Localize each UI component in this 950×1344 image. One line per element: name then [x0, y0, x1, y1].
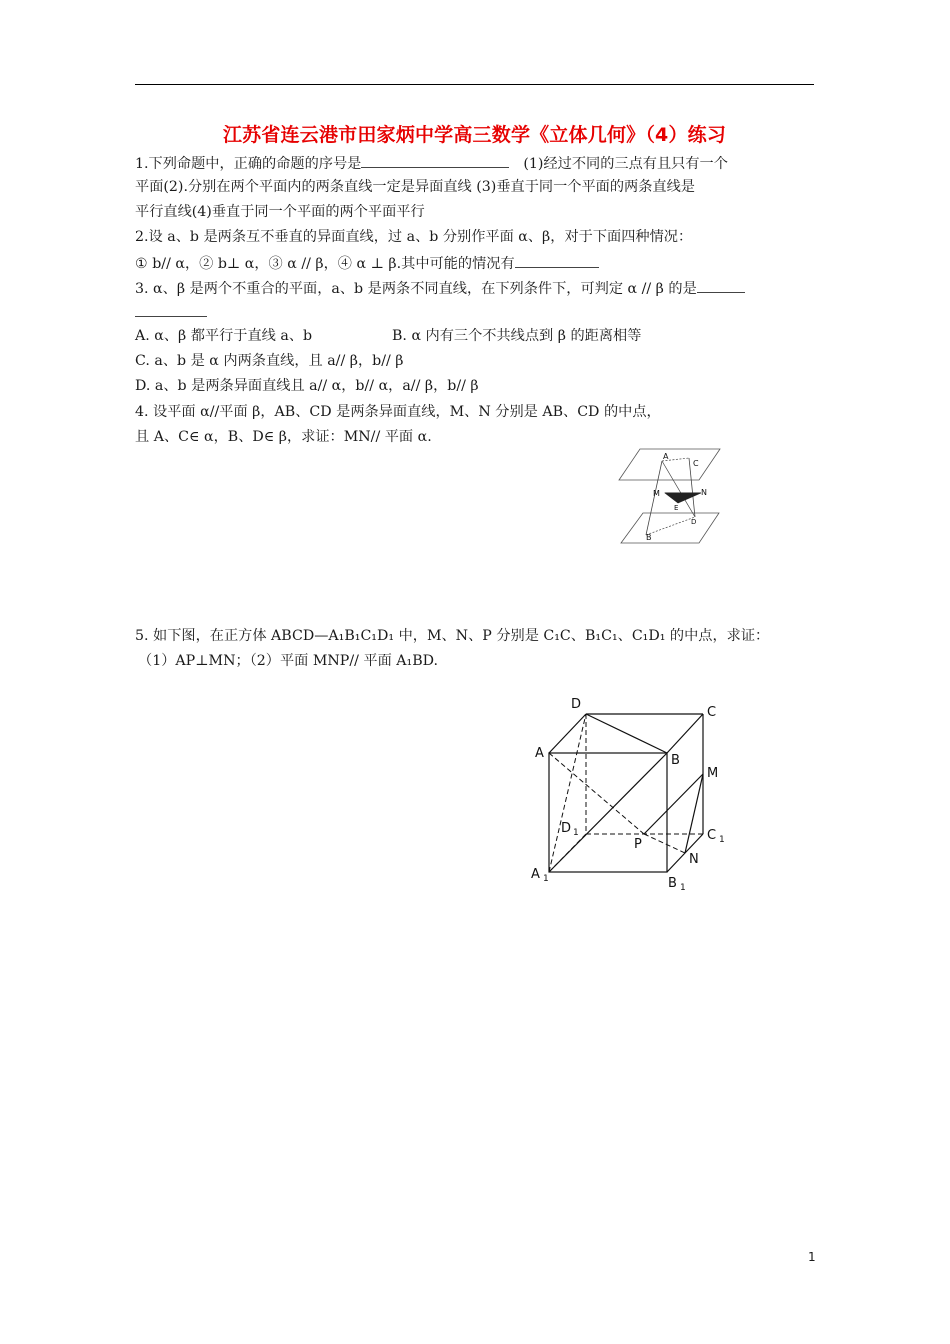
- q3-answer-blank[interactable]: [697, 278, 745, 293]
- q3-line1: [135, 278, 745, 298]
- q3-blank-continuation: [135, 302, 207, 322]
- edge-a-d: [549, 714, 586, 753]
- q1-answer-blank[interactable]: [361, 153, 509, 168]
- label-m: M: [707, 766, 719, 781]
- label-c1: C: [707, 828, 717, 843]
- label-a1: A: [531, 867, 540, 882]
- label-b: B: [646, 533, 652, 542]
- diag-a1-d: [549, 714, 586, 872]
- q3-answer-blank-cont[interactable]: [135, 302, 207, 317]
- label-d: D: [691, 518, 697, 526]
- q3-option-a: A. α、β 都平行于直线 a、b: [135, 328, 313, 344]
- label-b1-subscript: 1: [680, 883, 686, 893]
- q2-answer-blank[interactable]: [515, 253, 599, 268]
- plane-beta: [621, 513, 719, 543]
- q1-line2: 平面(2).分别在两个平面内的两条直线一定是异面直线 (3)垂直于同一个平面的两条直线是: [135, 179, 695, 195]
- label-e: E: [674, 504, 679, 512]
- q1-line3: 平行直线(4)垂直于同一个平面的两个平面平行: [135, 204, 425, 220]
- label-b: B: [671, 753, 680, 768]
- q4-line2: 且 A、C∈ α，B、D∈ β，求证：MN// 平面 α.: [135, 429, 432, 445]
- triangle-mne: [665, 493, 701, 503]
- page-title: 江苏省连云港市田家炳中学高三数学《立体几何》（4）练习: [222, 124, 727, 146]
- q2-options: ① b// α，② b⊥ α，③ α // β，④ α ⊥ β.其中可能的情况有: [135, 256, 515, 272]
- q3-option-c: C. a、b 是 α 内两条直线，且 a// β，b// β: [135, 353, 404, 369]
- segment-m-n: [685, 774, 703, 853]
- label-d: D: [571, 697, 582, 712]
- label-d1: D: [561, 821, 572, 836]
- q2-line2: [135, 253, 599, 273]
- q3-stem: 3. α、β 是两个不重合的平面，a、b 是两条不同直线，在下列条件下，可判定 α // β 的是: [135, 281, 697, 297]
- page-number: 1: [808, 1250, 816, 1264]
- plane-alpha: [619, 449, 720, 480]
- label-a: A: [663, 452, 669, 461]
- diag-d-b: [586, 714, 667, 753]
- label-d1-subscript: 1: [573, 828, 579, 838]
- q2-line1: 2.设 a、b 是两条互不垂直的异面直线，过 a、b 分别作平面 α、β，对于下面四种情况：: [135, 229, 693, 245]
- header-rule: [135, 84, 814, 85]
- q5-line2: （1）AP⊥MN；（2）平面 MNP// 平面 A₁BD.: [138, 653, 439, 669]
- label-a1-subscript: 1: [543, 874, 549, 884]
- q3-option-d: D. a、b 是两条异面直线且 a// α，b// α，a// β，b// β: [135, 378, 479, 394]
- q1-line1: [135, 153, 728, 173]
- label-n: N: [701, 488, 707, 497]
- label-c: C: [693, 459, 699, 468]
- figure-parallel-planes: [615, 445, 725, 550]
- segment-p-n: [644, 834, 685, 853]
- label-c1-subscript: 1: [719, 835, 725, 845]
- q1-stem-tail: (1)经过不同的三点有且只有一个: [523, 156, 728, 172]
- label-c: C: [707, 705, 717, 720]
- label-m: M: [653, 489, 660, 498]
- diag-a1-b: [549, 753, 667, 872]
- segment-p-m: [644, 774, 703, 834]
- label-a: A: [535, 746, 544, 761]
- q4-line1: 4. 设平面 α//平面 β，AB、CD 是两条异面直线，M、N 分别是 AB、CD 的中点，: [135, 404, 661, 420]
- q3-option-b: B. α 内有三个不共线点到 β 的距离相等: [392, 328, 642, 344]
- segment-ab: [646, 461, 662, 535]
- label-n: N: [689, 852, 699, 867]
- figure-cube: [525, 690, 735, 895]
- label-p: P: [634, 837, 642, 852]
- segment-bd: [646, 517, 695, 535]
- edge-b-c: [667, 714, 703, 753]
- label-b1: B: [668, 876, 677, 891]
- q1-stem: 1.下列命题中，正确的命题的序号是: [135, 156, 362, 172]
- q5-line1: 5. 如下图，在正方体 ABCD—A₁B₁C₁D₁ 中，M、N、P 分别是 C₁C、B₁C₁、C₁D₁ 的中点，求证：: [135, 628, 770, 644]
